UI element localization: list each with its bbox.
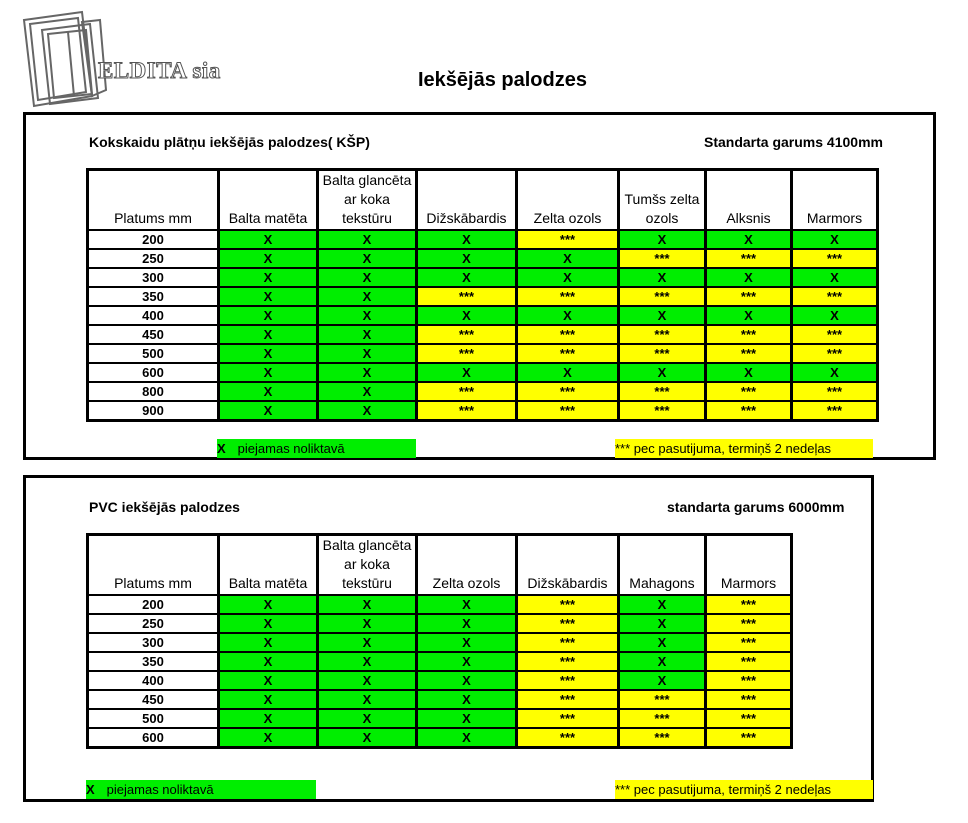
table-row bbox=[88, 633, 792, 652]
table-row bbox=[88, 652, 792, 671]
width-cell: 200 bbox=[88, 595, 219, 614]
width-cell: 450 bbox=[88, 690, 219, 709]
width-cell: 400 bbox=[88, 306, 219, 325]
column-header-dizskabardis: Dižskābardis bbox=[417, 170, 517, 231]
table-row bbox=[88, 230, 878, 249]
to-order-cell: *** bbox=[517, 325, 619, 344]
legend-order-text: *** pec pasutijuma, termiņš 2 nedeļas bbox=[615, 441, 832, 456]
width-cell: 800 bbox=[88, 382, 219, 401]
in-stock-cell: X bbox=[619, 268, 706, 287]
in-stock-cell: X bbox=[517, 249, 619, 268]
in-stock-cell: X bbox=[219, 595, 318, 614]
column-header-marmors: Marmors bbox=[706, 535, 792, 596]
ksp-sills-panel bbox=[23, 112, 936, 460]
in-stock-cell: X bbox=[706, 363, 792, 382]
in-stock-cell: X bbox=[318, 709, 417, 728]
in-stock-cell: X bbox=[219, 325, 318, 344]
ksp-availability-table bbox=[86, 168, 879, 422]
in-stock-cell: X bbox=[417, 652, 517, 671]
in-stock-cell: X bbox=[318, 230, 417, 249]
to-order-cell: *** bbox=[517, 614, 619, 633]
table-row bbox=[88, 249, 878, 268]
to-order-cell: *** bbox=[792, 344, 878, 363]
width-cell: 300 bbox=[88, 268, 219, 287]
width-cell: 400 bbox=[88, 671, 219, 690]
pvc-panel-title: PVC iekšējās palodzes bbox=[89, 499, 240, 515]
in-stock-cell: X bbox=[619, 652, 706, 671]
in-stock-cell: X bbox=[417, 268, 517, 287]
column-header-mahagons: Mahagons bbox=[619, 535, 706, 596]
in-stock-cell: X bbox=[219, 287, 318, 306]
in-stock-cell: X bbox=[619, 306, 706, 325]
legend-available-mark: X bbox=[217, 441, 226, 456]
in-stock-cell: X bbox=[219, 652, 318, 671]
width-cell: 900 bbox=[88, 401, 219, 421]
in-stock-cell: X bbox=[417, 671, 517, 690]
width-cell: 600 bbox=[88, 363, 219, 382]
legend-order-text: *** pec pasutijuma, termiņš 2 nedeļas bbox=[615, 782, 832, 797]
column-header-marmors: Marmors bbox=[792, 170, 878, 231]
pvc-standard-length: standarta garums 6000mm bbox=[667, 499, 845, 515]
to-order-cell: *** bbox=[619, 287, 706, 306]
in-stock-cell: X bbox=[619, 633, 706, 652]
to-order-cell: *** bbox=[706, 671, 792, 690]
in-stock-cell: X bbox=[219, 363, 318, 382]
table-row bbox=[88, 690, 792, 709]
in-stock-cell: X bbox=[318, 614, 417, 633]
in-stock-cell: X bbox=[417, 249, 517, 268]
column-header-zelta-ozols: Zelta ozols bbox=[417, 535, 517, 596]
to-order-cell: *** bbox=[417, 325, 517, 344]
width-cell: 350 bbox=[88, 652, 219, 671]
to-order-cell: *** bbox=[417, 382, 517, 401]
column-header-balta-glanceta-ar-koka-teksturu: Balta glancēta ar koka tekstūru bbox=[318, 170, 417, 231]
table-row bbox=[88, 401, 878, 421]
to-order-cell: *** bbox=[706, 690, 792, 709]
to-order-cell: *** bbox=[706, 595, 792, 614]
in-stock-cell: X bbox=[706, 268, 792, 287]
legend-order bbox=[615, 439, 873, 458]
in-stock-cell: X bbox=[706, 306, 792, 325]
in-stock-cell: X bbox=[318, 595, 417, 614]
to-order-cell: *** bbox=[619, 325, 706, 344]
to-order-cell: *** bbox=[706, 382, 792, 401]
in-stock-cell: X bbox=[417, 230, 517, 249]
to-order-cell: *** bbox=[417, 401, 517, 421]
in-stock-cell: X bbox=[318, 363, 417, 382]
ksp-standard-length: Standarta garums 4100mm bbox=[704, 134, 883, 150]
table-row bbox=[88, 306, 878, 325]
to-order-cell: *** bbox=[517, 401, 619, 421]
in-stock-cell: X bbox=[219, 671, 318, 690]
to-order-cell: *** bbox=[517, 230, 619, 249]
table-row bbox=[88, 268, 878, 287]
in-stock-cell: X bbox=[318, 344, 417, 363]
to-order-cell: *** bbox=[706, 633, 792, 652]
width-cell: 450 bbox=[88, 325, 219, 344]
width-cell: 200 bbox=[88, 230, 219, 249]
legend-available-mark: X bbox=[86, 782, 95, 797]
to-order-cell: *** bbox=[417, 344, 517, 363]
in-stock-cell: X bbox=[219, 690, 318, 709]
in-stock-cell: X bbox=[219, 230, 318, 249]
in-stock-cell: X bbox=[318, 401, 417, 421]
pvc-sills-panel bbox=[23, 475, 874, 802]
width-cell: 350 bbox=[88, 287, 219, 306]
to-order-cell: *** bbox=[517, 671, 619, 690]
to-order-cell: *** bbox=[619, 249, 706, 268]
in-stock-cell: X bbox=[417, 595, 517, 614]
to-order-cell: *** bbox=[706, 401, 792, 421]
to-order-cell: *** bbox=[517, 344, 619, 363]
table-row bbox=[88, 671, 792, 690]
to-order-cell: *** bbox=[619, 709, 706, 728]
in-stock-cell: X bbox=[792, 306, 878, 325]
column-header-dizskabardis: Dižskābardis bbox=[517, 535, 619, 596]
in-stock-cell: X bbox=[706, 230, 792, 249]
legend-available-text: piejamas noliktavā bbox=[237, 441, 345, 456]
in-stock-cell: X bbox=[219, 382, 318, 401]
table-header-row bbox=[88, 170, 878, 231]
to-order-cell: *** bbox=[619, 382, 706, 401]
in-stock-cell: X bbox=[219, 268, 318, 287]
in-stock-cell: X bbox=[619, 363, 706, 382]
in-stock-cell: X bbox=[792, 363, 878, 382]
to-order-cell: *** bbox=[706, 344, 792, 363]
to-order-cell: *** bbox=[517, 728, 619, 748]
in-stock-cell: X bbox=[517, 306, 619, 325]
in-stock-cell: X bbox=[219, 249, 318, 268]
to-order-cell: *** bbox=[517, 690, 619, 709]
in-stock-cell: X bbox=[219, 633, 318, 652]
in-stock-cell: X bbox=[619, 614, 706, 633]
in-stock-cell: X bbox=[417, 306, 517, 325]
to-order-cell: *** bbox=[706, 652, 792, 671]
in-stock-cell: X bbox=[417, 614, 517, 633]
in-stock-cell: X bbox=[619, 671, 706, 690]
column-header-tumss-zelta-ozols: Tumšs zelta ozols bbox=[619, 170, 706, 231]
to-order-cell: *** bbox=[517, 595, 619, 614]
in-stock-cell: X bbox=[792, 230, 878, 249]
in-stock-cell: X bbox=[417, 728, 517, 748]
to-order-cell: *** bbox=[792, 401, 878, 421]
column-header-balta-mateta: Balta matēta bbox=[219, 535, 318, 596]
in-stock-cell: X bbox=[219, 344, 318, 363]
in-stock-cell: X bbox=[219, 401, 318, 421]
to-order-cell: *** bbox=[517, 709, 619, 728]
in-stock-cell: X bbox=[219, 306, 318, 325]
to-order-cell: *** bbox=[619, 344, 706, 363]
to-order-cell: *** bbox=[517, 382, 619, 401]
table-row bbox=[88, 595, 792, 614]
in-stock-cell: X bbox=[219, 709, 318, 728]
width-cell: 250 bbox=[88, 614, 219, 633]
in-stock-cell: X bbox=[318, 633, 417, 652]
to-order-cell: *** bbox=[619, 401, 706, 421]
in-stock-cell: X bbox=[619, 595, 706, 614]
column-header-zelta-ozols: Zelta ozols bbox=[517, 170, 619, 231]
table-row bbox=[88, 709, 792, 728]
column-header-alksnis: Alksnis bbox=[706, 170, 792, 231]
in-stock-cell: X bbox=[318, 671, 417, 690]
column-header-platums-mm: Platums mm bbox=[88, 170, 219, 231]
table-row bbox=[88, 363, 878, 382]
in-stock-cell: X bbox=[318, 728, 417, 748]
to-order-cell: *** bbox=[706, 325, 792, 344]
in-stock-cell: X bbox=[792, 268, 878, 287]
table-row bbox=[88, 344, 878, 363]
to-order-cell: *** bbox=[706, 709, 792, 728]
width-cell: 500 bbox=[88, 709, 219, 728]
width-cell: 250 bbox=[88, 249, 219, 268]
width-cell: 300 bbox=[88, 633, 219, 652]
legend-available-text: piejamas noliktavā bbox=[106, 782, 214, 797]
legend-order bbox=[615, 780, 873, 799]
in-stock-cell: X bbox=[318, 325, 417, 344]
ksp-panel-title: Kokskaidu plātņu iekšējās palodzes( KŠP) bbox=[89, 134, 370, 150]
to-order-cell: *** bbox=[706, 249, 792, 268]
to-order-cell: *** bbox=[517, 633, 619, 652]
in-stock-cell: X bbox=[318, 287, 417, 306]
column-header-platums-mm: Platums mm bbox=[88, 535, 219, 596]
to-order-cell: *** bbox=[706, 728, 792, 748]
in-stock-cell: X bbox=[318, 306, 417, 325]
to-order-cell: *** bbox=[417, 287, 517, 306]
in-stock-cell: X bbox=[517, 268, 619, 287]
table-row bbox=[88, 614, 792, 633]
in-stock-cell: X bbox=[417, 633, 517, 652]
in-stock-cell: X bbox=[318, 249, 417, 268]
table-row bbox=[88, 382, 878, 401]
in-stock-cell: X bbox=[417, 363, 517, 382]
in-stock-cell: X bbox=[219, 614, 318, 633]
legend-available bbox=[86, 780, 316, 799]
to-order-cell: *** bbox=[792, 287, 878, 306]
company-logo-text: ELDITA sia bbox=[98, 58, 221, 83]
table-row bbox=[88, 287, 878, 306]
column-header-balta-mateta: Balta matēta bbox=[219, 170, 318, 231]
in-stock-cell: X bbox=[318, 268, 417, 287]
to-order-cell: *** bbox=[619, 690, 706, 709]
to-order-cell: *** bbox=[517, 652, 619, 671]
to-order-cell: *** bbox=[706, 287, 792, 306]
in-stock-cell: X bbox=[517, 363, 619, 382]
in-stock-cell: X bbox=[417, 709, 517, 728]
in-stock-cell: X bbox=[219, 728, 318, 748]
to-order-cell: *** bbox=[517, 287, 619, 306]
to-order-cell: *** bbox=[792, 382, 878, 401]
width-cell: 600 bbox=[88, 728, 219, 748]
width-cell: 500 bbox=[88, 344, 219, 363]
table-row bbox=[88, 728, 792, 748]
table-row bbox=[88, 325, 878, 344]
column-header-balta-glanceta-ar-koka-teksturu: Balta glancēta ar koka tekstūru bbox=[318, 535, 417, 596]
to-order-cell: *** bbox=[619, 728, 706, 748]
page-title: Iekšējās palodzes bbox=[418, 69, 587, 91]
to-order-cell: *** bbox=[706, 614, 792, 633]
in-stock-cell: X bbox=[619, 230, 706, 249]
to-order-cell: *** bbox=[792, 249, 878, 268]
legend-available bbox=[217, 439, 416, 458]
pvc-availability-table bbox=[86, 533, 793, 749]
in-stock-cell: X bbox=[318, 382, 417, 401]
in-stock-cell: X bbox=[318, 690, 417, 709]
to-order-cell: *** bbox=[792, 325, 878, 344]
table-header-row bbox=[88, 535, 792, 596]
in-stock-cell: X bbox=[417, 690, 517, 709]
in-stock-cell: X bbox=[318, 652, 417, 671]
